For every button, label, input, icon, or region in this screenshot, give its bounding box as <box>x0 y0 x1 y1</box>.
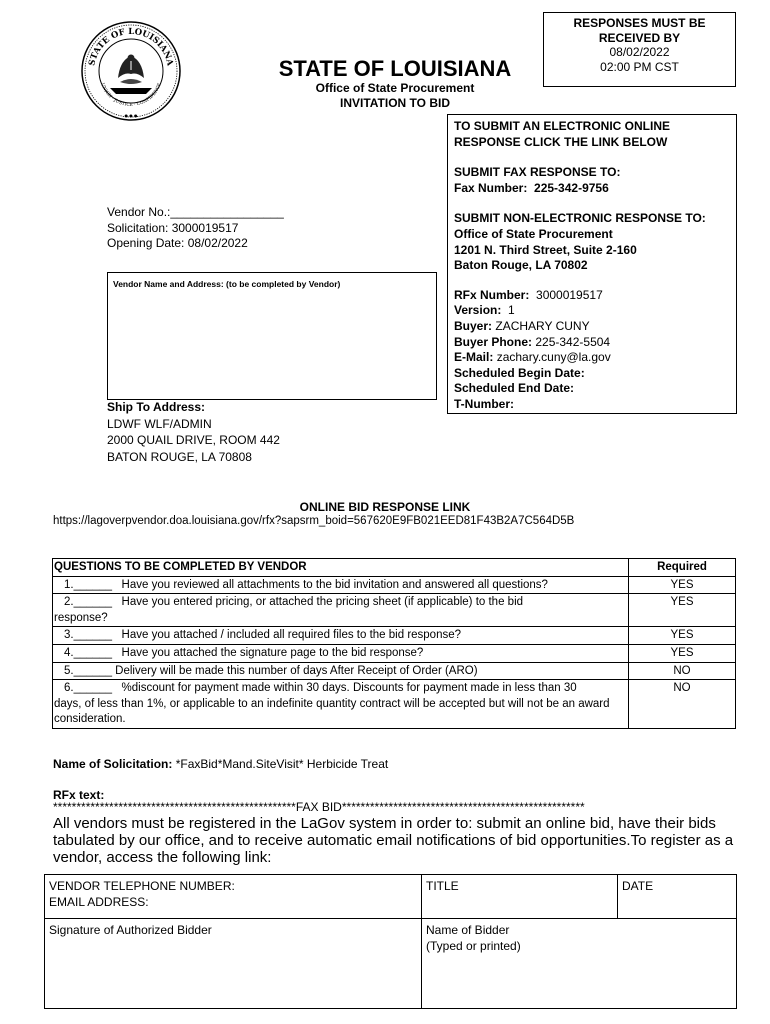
question-required: NO <box>629 662 736 680</box>
solicitation-name <box>53 757 388 771</box>
questions-header: QUESTIONS TO BE COMPLETED BY VENDOR <box>53 559 629 577</box>
buyer-phone: 225-342-5504 <box>535 334 611 349</box>
response-deadline-box <box>543 12 736 87</box>
question-number[interactable]: 1.______ <box>64 578 112 591</box>
fax-heading: SUBMIT FAX RESPONSE TO: <box>454 165 621 180</box>
buyer-phone-line <box>454 335 730 351</box>
version-line <box>454 303 730 319</box>
title-cell[interactable] <box>422 875 618 919</box>
buyer-phone-label: Buyer Phone: <box>454 334 533 349</box>
questions-header-row <box>53 559 736 577</box>
question-row <box>53 627 736 645</box>
signature-cell[interactable] <box>45 919 422 1009</box>
online-bid-link[interactable]: https://lagoverpvendor.doa.louisiana.gov/rfx?sapsrm_boid=567620E9FB021EED81F43B2A7C564D5B <box>53 515 575 527</box>
ship-to-label: Ship To Address: <box>107 400 206 414</box>
submission-info-box <box>447 114 737 414</box>
question-number[interactable]: 4.______ <box>64 646 112 659</box>
begin-date-label: Scheduled Begin Date: <box>454 365 585 380</box>
question-text: Delivery will be made this number of days After Receipt of Order (ARO) <box>111 664 478 677</box>
ship-to-address <box>107 399 280 465</box>
vendor-phone-email-cell[interactable] <box>45 875 422 919</box>
version-label: Version: <box>454 303 502 318</box>
question-text: Have you entered pricing, or attached the pricing sheet (if applicable) to the bid <box>111 596 524 609</box>
question-required: YES <box>629 594 736 627</box>
end-date-label: Scheduled End Date: <box>454 381 575 396</box>
bidder-name-cell[interactable] <box>422 919 737 1009</box>
electronic-line1: TO SUBMIT AN ELECTRONIC ONLINE <box>454 119 670 133</box>
question-number[interactable]: 2.______ <box>64 596 112 609</box>
tnumber-label: T-Number: <box>454 396 514 411</box>
signature-table <box>44 874 737 1009</box>
state-seal-logo <box>80 20 182 122</box>
question-number[interactable]: 6.______ <box>64 682 112 695</box>
vendor-number: Vendor No.:_________________ <box>107 205 284 219</box>
vendor-name-address-box[interactable] <box>107 272 437 400</box>
submit-city: Baton Rouge, LA 70802 <box>454 258 588 273</box>
rfx-number: 3000019517 <box>536 287 603 302</box>
email-label: E-Mail: <box>454 350 494 365</box>
submit-street: 1201 N. Third Street, Suite 2-160 <box>454 242 637 257</box>
vendor-info <box>107 205 284 252</box>
buyer-email: zachary.cuny@la.gov <box>496 350 611 365</box>
question-row <box>53 680 736 729</box>
deadline-time: 02:00 PM CST <box>600 59 679 74</box>
ship-to-line2: 2000 QUAIL DRIVE, ROOM 442 <box>107 433 280 447</box>
buyer-label: Buyer: <box>454 318 493 333</box>
question-row <box>53 644 736 662</box>
rfx-text-label: RFx text: <box>53 788 105 802</box>
deadline-line2: RECEIVED BY <box>598 30 681 45</box>
online-bid-link-label: ONLINE BID RESPONSE LINK <box>299 500 471 514</box>
question-required: NO <box>629 680 736 729</box>
question-row <box>53 662 736 680</box>
question-text: Have you reviewed all attachments to the bid invitation and answered all questions? <box>111 578 548 591</box>
signature-label: Signature of Authorized Bidder <box>49 923 212 937</box>
question-required: YES <box>629 644 736 662</box>
fax-line <box>454 181 730 197</box>
fax-label: Fax Number: <box>454 180 528 195</box>
email-line <box>454 350 730 366</box>
buyer-line <box>454 319 730 335</box>
opening-date: Opening Date: 08/02/2022 <box>107 236 248 251</box>
question-row <box>53 594 736 627</box>
question-required: YES <box>629 576 736 594</box>
bidder-name-label: Name of Bidder <box>426 923 510 937</box>
rfx-text-body: All vendors must be registered in the LaGov system in order to: submit an online bid, have their bids tabulated by our office, and to receive automatic email notifications of bid opportunities.To register as a vendor, access the following link: <box>53 815 734 866</box>
svg-text:UNION · JUSTICE · CONFIDENCE: UNION · JUSTICE · CONFIDENCE <box>99 82 163 109</box>
ship-to-line3: BATON ROUGE, LA 70808 <box>107 449 252 464</box>
date-label: DATE <box>622 879 654 893</box>
buyer-name: ZACHARY CUNY <box>495 318 590 333</box>
question-text: Have you attached the signature page to the bid response? <box>111 646 424 659</box>
svg-text:● ● ●: ● ● ● <box>124 113 138 118</box>
nonelectronic-heading: SUBMIT NON-ELECTRONIC RESPONSE TO: <box>454 211 706 226</box>
solicitation-number: Solicitation: 3000019517 <box>107 220 239 235</box>
title-label: TITLE <box>426 879 459 893</box>
questions-table <box>52 558 736 729</box>
signature-row-2 <box>45 919 737 1009</box>
date-cell[interactable] <box>618 875 737 919</box>
rfx-number-line <box>454 288 730 304</box>
fax-bid-banner: ****************************************************FAX BID**************************************************** <box>53 800 585 814</box>
ship-to-line1: LDWF WLF/ADMIN <box>107 416 212 431</box>
deadline-line1: RESPONSES MUST BE <box>573 16 706 30</box>
document-type: INVITATION TO BID <box>340 96 450 110</box>
vendor-phone-label: VENDOR TELEPHONE NUMBER: <box>49 879 235 893</box>
question-text-cont: response? <box>54 611 108 624</box>
required-header: Required <box>629 559 736 577</box>
page-title: STATE OF LOUISIANA <box>278 56 512 81</box>
solicitation-name-label: Name of Solicitation: <box>53 757 173 771</box>
question-number[interactable]: 5.______ <box>64 664 112 677</box>
deadline-date: 08/02/2022 <box>609 45 670 59</box>
fax-number: 225-342-9756 <box>534 180 609 195</box>
version-value: 1 <box>508 303 515 318</box>
submit-office: Office of State Procurement <box>454 226 613 241</box>
bidder-name-sub: (Typed or printed) <box>426 938 521 953</box>
signature-row-1 <box>45 875 737 919</box>
vendor-email-label: EMAIL ADDRESS: <box>49 894 149 909</box>
question-text: Have you attached / included all required files to the bid response? <box>111 629 462 642</box>
vendor-name-address-label: Vendor Name and Address: (to be completed by Vendor) <box>113 279 341 289</box>
electronic-line2: RESPONSE CLICK THE LINK BELOW <box>454 134 668 149</box>
rfx-number-label: RFx Number: <box>454 287 530 302</box>
question-text: %discount for payment made within 30 days. Discounts for payment made in less than 30 <box>111 682 577 695</box>
question-number[interactable]: 3.______ <box>64 629 112 642</box>
solicitation-name-value: *FaxBid*Mand.SiteVisit* Herbicide Treat <box>175 757 389 771</box>
question-row <box>53 576 736 594</box>
question-required: YES <box>629 627 736 645</box>
office-name: Office of State Procurement <box>315 81 475 95</box>
question-text-cont: days, of less than 1%, or applicable to an indefinite quantity contract will be accepted but will not be an award consideration. <box>54 697 610 726</box>
svg-text:STATE OF LOUISIANA: STATE OF LOUISIANA <box>87 26 175 67</box>
